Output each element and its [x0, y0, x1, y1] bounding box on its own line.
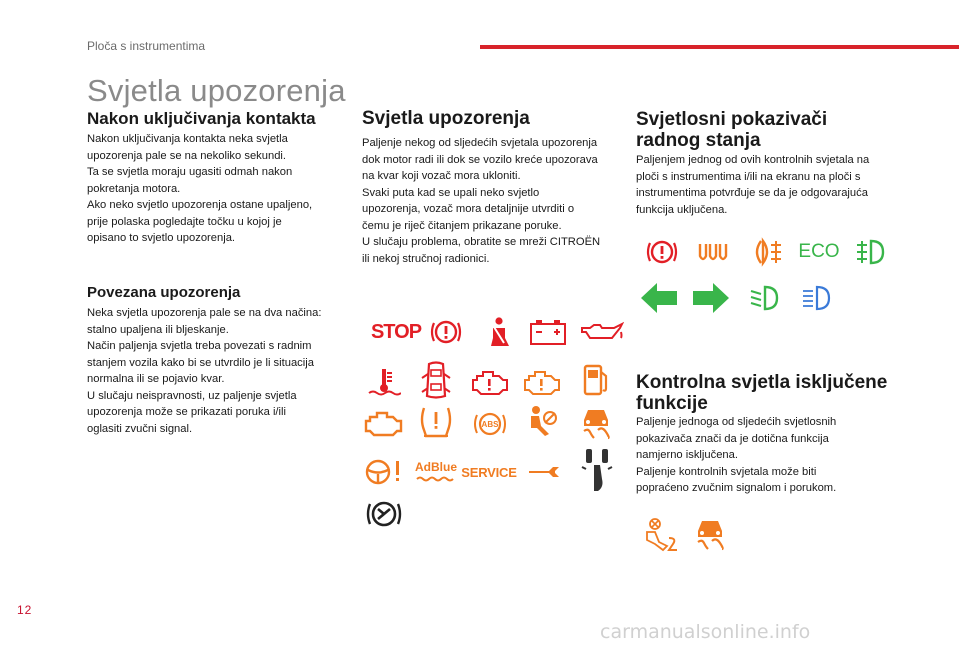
- tyre-pressure-icon: [414, 402, 458, 442]
- esp-icon: [574, 402, 618, 442]
- airbag-off-icon: [520, 402, 564, 442]
- brake-warning-icon: [424, 312, 468, 352]
- heading-deactivation-lamps: Kontrolna svjetla isključene funkcije: [636, 372, 888, 414]
- wrench-icon: [522, 452, 566, 492]
- heading-warning-lamps: Svjetla upozorenja: [362, 108, 530, 129]
- right-turn-icon: [688, 278, 734, 318]
- watermark: carmanualsonline.info: [600, 621, 811, 643]
- esp-off-icon: [688, 514, 732, 554]
- service-icon: SERVICE: [461, 464, 517, 480]
- header-accent-bar: [480, 45, 959, 49]
- dipped-beam-icon: [742, 278, 786, 318]
- engine-fault-icon: [468, 362, 512, 402]
- preheating-icon: [692, 232, 736, 272]
- battery-icon: [524, 312, 572, 352]
- text-status-indicators: Paljenjem jednog od ovih kontrolnih svjetala na ploči s instrumentima i/ili na ekranu na ploči s instrumentima potvrđuje se da je odgovarajuća funkcija uključena.: [636, 154, 870, 216]
- front-fog-icon: [848, 232, 892, 272]
- abs-icon: [468, 404, 512, 444]
- svg-text:ABS: ABS: [481, 420, 499, 429]
- engine-check-icon: [520, 362, 564, 402]
- text-deactivation-lamps: Paljenje jednoga od sljedećih svjetlosnih pokazivača znači da je dotična funkcija namjerno isključena. Paljenje kontrolnih svjetala može biti popraćeno zvučnim signalom i porukom.: [636, 416, 837, 494]
- seatbelt-icon: [476, 312, 520, 352]
- power-steering-icon: [362, 452, 406, 492]
- heading-after-ignition: Nakon uključivanja kontakta: [87, 109, 316, 128]
- electric-parking-brake-icon: [362, 494, 406, 534]
- eco-icon: ECO: [798, 241, 840, 262]
- main-beam-icon: [794, 278, 838, 318]
- page-number: 12: [17, 603, 33, 617]
- adblue-icon: [412, 452, 460, 492]
- engine-management-icon: [362, 404, 406, 444]
- fuel-low-icon: [574, 360, 618, 400]
- foot-on-brake-icon: [574, 446, 622, 494]
- coolant-temperature-icon: [362, 362, 406, 402]
- rear-fog-icon: [746, 232, 790, 272]
- svg-text:AdBlue: AdBlue: [415, 460, 457, 474]
- left-turn-icon: [636, 278, 682, 318]
- stop-icon: STOP: [370, 320, 422, 343]
- heading-status-indicators: Svjetlosni pokazivači radnog stanja: [636, 109, 828, 151]
- text-related-warnings: Neka svjetla upozorenja pale se na dva načina: stalno upaljena ili bljeskanje. Način paljenja svjetla treba povezati s radnim stanjem vozila kako bi se utvrdilo je li situacija normalna ili se pojavio kvar. U slučaju neispravnosti, uz paljenje svjetla upozorenja može se prikazati poruka i/ili oglasiti zvučni signal.: [87, 307, 322, 435]
- section-header: Ploča s instrumentima: [87, 39, 206, 53]
- brake-circle-icon: [640, 232, 684, 272]
- passenger-airbag-off-icon: [640, 516, 684, 556]
- oil-pressure-icon: [578, 312, 626, 352]
- door-open-icon: [414, 360, 458, 400]
- page-title: Svjetla upozorenja: [87, 73, 346, 108]
- text-warning-lamps: Paljenje nekog od sljedećih svjetala upozorenja dok motor radi ili dok se vozilo kreće upozorava na kvar koji vozač mora ukloniti. Svaki puta kad se upali neko svjetlo upozorenja, vozač mora detaljnije utvrditi o čemu je riječ čitanjem prikazane poruke. U slučaju problema, obratite se mreži CITROËN ili nekoj stručnoj radionici.: [362, 137, 601, 265]
- heading-related-warnings: Povezana upozorenja: [87, 284, 241, 301]
- text-after-ignition: Nakon uključivanja kontakta neka svjetla upozorenja pale se na nekoliko sekundi. Ta se svjetla moraju ugasiti odmah nakon pokretanja motora. Ako neko svjetlo upozorenja ostane upaljeno, prije polaska pogledajte točku u kojoj je opisano to svjetlo upozorenja.: [87, 133, 313, 244]
